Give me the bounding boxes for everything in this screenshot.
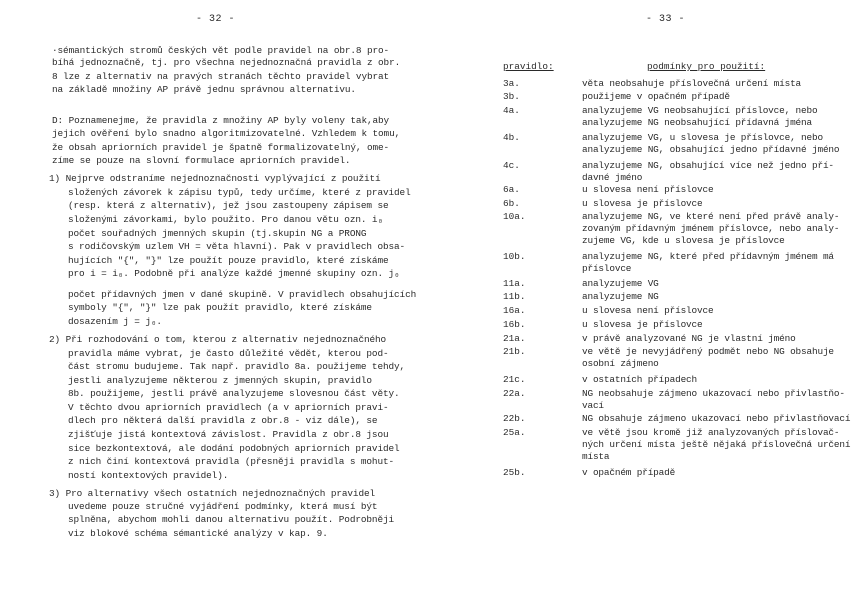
condition-text: analyzujeme VG neobsahující příslovce, nebo <box>582 105 818 116</box>
text-line: hujících "{", "}" lze použít pouze pravidlo, které získáme <box>68 255 389 266</box>
text-line: 8 lze z alternativ na pravých stranách těchto pravidel vybrat <box>52 71 390 82</box>
text-line: bíhá jednoznačně, tj. pro všechna nejednoznačná pravidla z obr. <box>52 57 401 68</box>
condition-text: u slovesa není příslovce <box>582 184 714 195</box>
text-line: ností kontextových pravidel). <box>68 470 229 481</box>
condition-text: vací <box>582 399 604 411</box>
condition-text: ných určení místa ještě nějaká příslovečná určení <box>582 438 851 450</box>
condition-text: místa <box>582 450 610 462</box>
condition-text: osobní zájmeno <box>582 357 659 369</box>
rule-id: 10a. <box>503 211 526 222</box>
condition-text: zujeme VG, kde u slovesa je příslovce <box>582 234 785 246</box>
text-line: na základě množiny AP právě jednu správnou alternativu. <box>52 84 356 95</box>
text-line: (resp. která z alternativ), jež jsou zastoupeny zápisem se <box>68 200 389 211</box>
rule-id: 21a. <box>503 333 526 344</box>
text-line: pro i = i₀. Podobně při analýze každé jmenné skupiny ozn. j₀ <box>68 268 400 279</box>
text-line: složených závorek k zápisu typů, tedy určíme, které z pravidel <box>68 187 411 198</box>
condition-text: zovaným přídavným jménem příslovce, nebo analy- <box>582 222 840 234</box>
condition-text: analyzujeme VG, u slovesa je příslovce, nebo <box>582 132 823 143</box>
rule-id: 3a. <box>503 78 520 89</box>
condition-text: NG neobsahuje zájmeno ukazovací nebo přivlastňo- <box>582 388 845 399</box>
condition-text: u slovesa není příslovce <box>582 305 714 316</box>
rule-column-header: pravidlo: <box>503 61 554 72</box>
text-line: počet souřadných jmenných skupin (tj.skupin NG a PRONG <box>68 228 367 239</box>
rule-id: 6a. <box>503 184 520 195</box>
rule-id: 6b. <box>503 198 520 209</box>
rule-id: 22b. <box>503 413 526 424</box>
rule-id: 3b. <box>503 91 520 102</box>
text-line: s rodičovským uzlem VH = věta hlavní). Pak v pravidlech obsa- <box>68 241 406 252</box>
condition-text: davné jméno <box>582 171 643 183</box>
rule-id: 22a. <box>503 388 526 399</box>
right-page <box>432 0 865 613</box>
text-line: viz blokové schéma sémantické analýzy v kap. 9. <box>68 528 328 539</box>
text-line: uvedeme pouze stručné vyjádření podmínky, která musí být <box>68 501 378 512</box>
text-line: pravidla máme vybrat, je často důležité vědět, kterou pod- <box>68 348 389 359</box>
conditions-column-header: podmínky pro použití: <box>647 61 766 72</box>
condition-text: u slovesa je příslovce <box>582 198 703 209</box>
rule-id: 4c. <box>503 160 520 171</box>
condition-text: analyzujeme NG neobsahující přídavná jména <box>582 116 812 128</box>
condition-text: v opačném případě <box>582 467 676 478</box>
text-line: 2) Při rozhodování o tom, kterou z alternativ nejednoznačného <box>49 334 387 345</box>
text-line: jejich ověření bylo snadno algoritmizovatelné. Vzhledem k tomu, <box>52 128 401 139</box>
condition-text: použijeme v opačném případě <box>582 91 730 102</box>
text-line: zjišťuje jistá kontextová závislost. Pravidla z obr.8 jsou <box>68 429 389 440</box>
rule-id: 16b. <box>503 319 526 330</box>
text-line: D: Poznamenejme, že pravidla z množiny AP byly voleny tak,aby <box>52 115 390 126</box>
text-line: dlech pro některá další pravidla z obr.8 - viz dále), se <box>68 415 378 426</box>
text-line: počet přídavných jmen v dané skupině. V pravidlech obsahujících <box>68 289 417 300</box>
text-line: sice bezkontextová, ale dodání podobných apriorních pravidel <box>68 443 400 454</box>
condition-text: analyzujeme VG <box>582 278 659 289</box>
page-number: - 32 - <box>196 14 236 25</box>
rule-id: 25b. <box>503 467 526 478</box>
text-line: zíme se pouze na slovní formulace apriorních pravidel. <box>52 155 351 166</box>
condition-text: příslovce <box>582 262 632 274</box>
condition-text: analyzujeme NG, obsahující jedno přídavné jméno <box>582 143 840 155</box>
rule-id: 4a. <box>503 105 520 116</box>
rule-id: 11a. <box>503 278 526 289</box>
condition-text: věta neobsahuje příslovečná určení místa <box>582 78 802 89</box>
condition-text: ve větě jsou kromě již analyzovaných příslovač- <box>582 427 840 438</box>
text-line: složenými závorkami, bylo použito. Pro danou větu ozn. i₀ <box>68 214 383 225</box>
condition-text: NG obsahuje zájmeno ukazovací nebo přivlastňovací <box>582 413 851 424</box>
condition-text: ve větě je nevyjádřený podmět nebo NG obsahuje <box>582 346 834 357</box>
text-line: 3) Pro alternativy všech ostatních nejednoznačných pravidel <box>49 488 376 499</box>
condition-text: analyzujeme NG, ve které není před právě analy- <box>582 211 840 222</box>
text-line: 8b. použijeme, jestli právě analyzujeme slovesnou část věty. <box>68 388 400 399</box>
condition-text: v právě analyzované NG je vlastní jméno <box>582 333 796 344</box>
text-line: že obsah apriorních pravidel je špatně formalizovatelný, ome- <box>52 142 390 153</box>
rule-id: 11b. <box>503 291 526 302</box>
text-line: jestli analyzujeme některou z jmenných skupin, pravidlo <box>68 375 372 386</box>
rule-id: 21c. <box>503 374 526 385</box>
text-line: část stromu budujeme. Tak např. pravidlo 8a. použijeme tehdy, <box>68 361 406 372</box>
left-page <box>0 0 432 613</box>
rule-id: 4b. <box>503 132 520 143</box>
rule-id: 16a. <box>503 305 526 316</box>
text-line: splněna, abychom mohli danou alternativu použít. Podrobněji <box>68 514 395 525</box>
condition-text: analyzujeme NG, které před přídavným jménem má <box>582 251 834 262</box>
text-line: ·sémantických stromů českých vět podle pravidel na obr.8 pro- <box>52 45 390 56</box>
text-line: V těchto dvou apriorních pravidlech (a v apriorních pravi- <box>68 402 389 413</box>
text-line: 1) Nejprve odstraníme nejednoznačnosti vyplývající z použití <box>49 173 381 184</box>
rule-id: 10b. <box>503 251 526 262</box>
rule-id: 21b. <box>503 346 526 357</box>
condition-text: v ostatních případech <box>582 374 697 385</box>
rule-id: 25a. <box>503 427 526 438</box>
text-line: z nich činí kontextová pravidla (přesněji pravidla s mohut- <box>68 456 395 467</box>
text-line: symboly "{", "}" lze pak použít pravidlo, které získáme <box>68 302 372 313</box>
page-number: - 33 - <box>646 14 686 25</box>
condition-text: analyzujeme NG, obsahující více než jedno pří- <box>582 160 834 171</box>
condition-text: analyzujeme NG <box>582 291 659 302</box>
text-line: dosazením j = j₀. <box>68 316 162 327</box>
condition-text: u slovesa je příslovce <box>582 319 703 330</box>
